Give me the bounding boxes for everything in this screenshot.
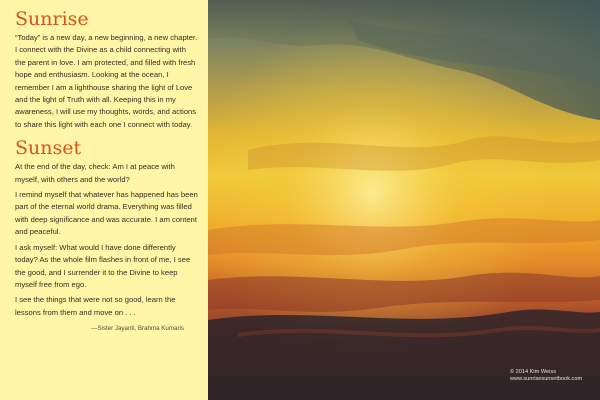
sunset-paragraph-4: I see the things that were not so good, learn the lessons from them and move on . . . [15, 295, 176, 317]
sky-clouds-image [208, 0, 600, 400]
sunset-paragraph-1: At the end of the day, check: Am I at peace with myself, with others and the world? [15, 162, 175, 184]
text-panel [0, 0, 208, 400]
website-text: www.sunrisesunsetbook.com [510, 376, 583, 382]
sunrise-heading: Sunrise [15, 8, 89, 30]
sunset-paragraph-3: I ask myself: What would I have done differently today? As the whole film flashes in front of me, I see the good, and I surrender it to the Divine to keep myself free from ego. [15, 242, 191, 289]
copyright-text: © 2014 Kim Weiss [510, 369, 556, 375]
sunset-heading: Sunset [15, 137, 82, 160]
sunset-sky-photo [208, 0, 600, 400]
sunset-paragraph-2: I remind myself that whatever has happened has been part of the eternal world drama. Everything was filled with deep significance and was accurate. I am content and peaceful. [15, 190, 198, 237]
sunrise-body: “Today” is a new day, a new beginning, a new chapter. I connect with the Divine as a child connecting with the parent in love. I am protected, and filled with fresh hope and enthusiasm. Looking at the ocean, I remember I am a lighthouse sharing the light of Love and the light of Truth with all. Keeping this in my awareness, I will use my thoughts, words, and actions to share this light with each one I connect with today. [15, 33, 198, 129]
attribution: —Sister Jayanti, Brahma Kumaris [91, 325, 184, 333]
photo-credit [510, 369, 582, 383]
